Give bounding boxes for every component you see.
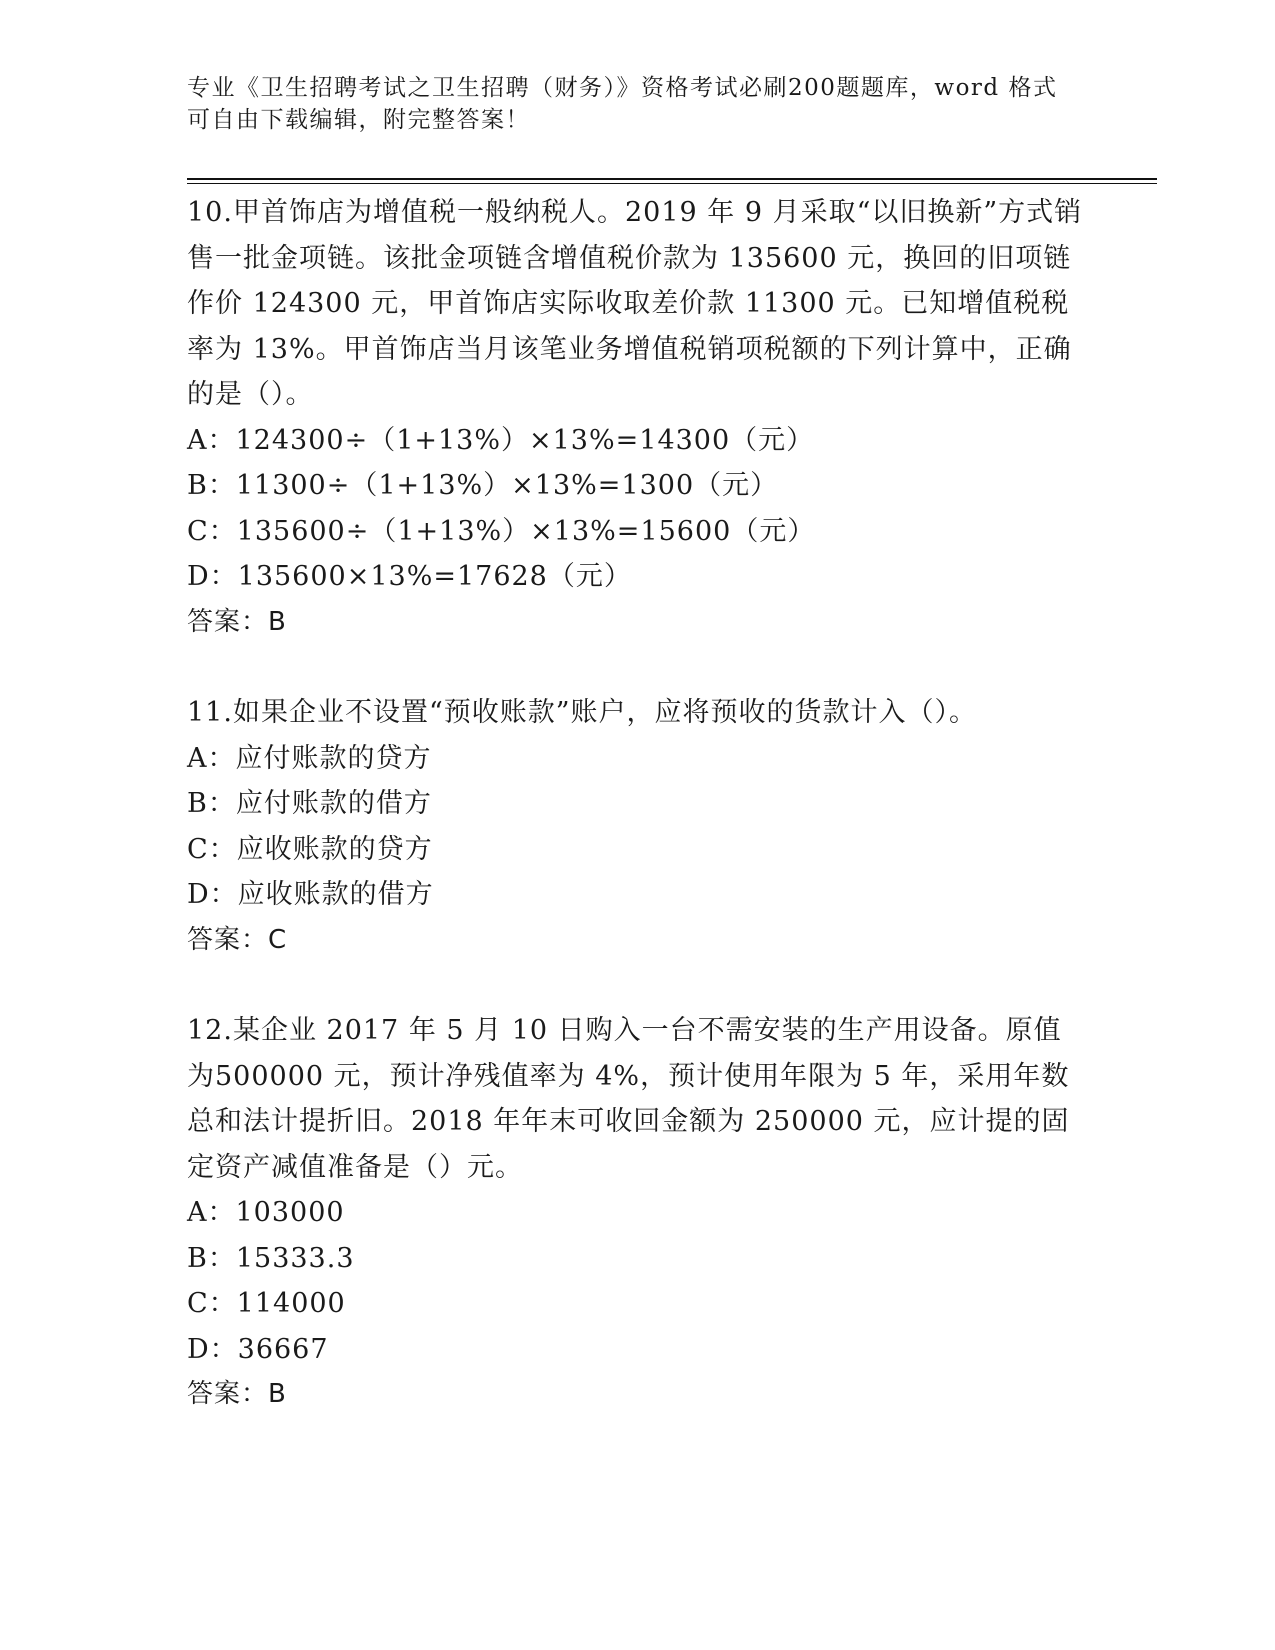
question-list: [187, 190, 1087, 1463]
question-10: [187, 190, 1087, 645]
question-stem: 11.如果企业不设置“预收账款”账户，应将预收的货款计入（）。: [187, 697, 978, 728]
question-stem: 12.某企业 2017 年 5 月 10 日购入一台不需安装的生产用设备。原值为500000 元，预计净残值率为 4%，预计使用年限为 5 年，采用年数总和法计提折旧。2018 年年末可收回金额为 250000 元，应计提的固定资产减值准备是（）元。: [187, 1015, 1070, 1183]
answer-line: 答案：B: [187, 1379, 287, 1409]
option-b: B：11300÷（1+13%）×13%=1300（元）: [187, 470, 779, 501]
answer-line: 答案：C: [187, 924, 288, 955]
header-divider-thick: [187, 178, 1157, 180]
header-divider-thin: [187, 183, 1157, 184]
option-c: C：114000: [187, 1288, 346, 1319]
option-c: C：135600÷（1+13%）×13%=15600（元）: [187, 515, 816, 547]
answer-line: 答案：B: [187, 606, 287, 637]
option-b: B：15333.3: [187, 1242, 355, 1274]
option-d: D：36667: [187, 1333, 329, 1365]
option-c: C：应收账款的贷方: [187, 833, 433, 865]
option-d: D：应收账款的借方: [187, 879, 434, 910]
option-b: B：应付账款的借方: [187, 788, 432, 819]
option-a: A：103000: [187, 1197, 345, 1228]
option-d: D：135600×13%=17628（元）: [187, 561, 632, 592]
question-12: [187, 1008, 1087, 1418]
option-a: A：应付账款的贷方: [187, 742, 432, 774]
option-a: A：124300÷（1+13%）×13%=14300（元）: [187, 424, 815, 456]
document-header: 专业《卫生招聘考试之卫生招聘（财务）》资格考试必刷200题题库，word 格式可自由下载编辑，附完整答案！: [187, 75, 1058, 133]
question-stem: 10.甲首饰店为增值税一般纳税人。2019 年 9 月采取“以旧换新”方式销售一批金项链。该批金项链含增值税价款为 135600 元，换回的旧项链作价 124300 元，甲首饰店实际收取差价款 11300 元。已知增值税税率为 13%。甲首饰店当月该笔业务增值税销项税额的下列计算中，正确的是（）。: [187, 197, 1083, 410]
question-11: [187, 690, 1087, 963]
